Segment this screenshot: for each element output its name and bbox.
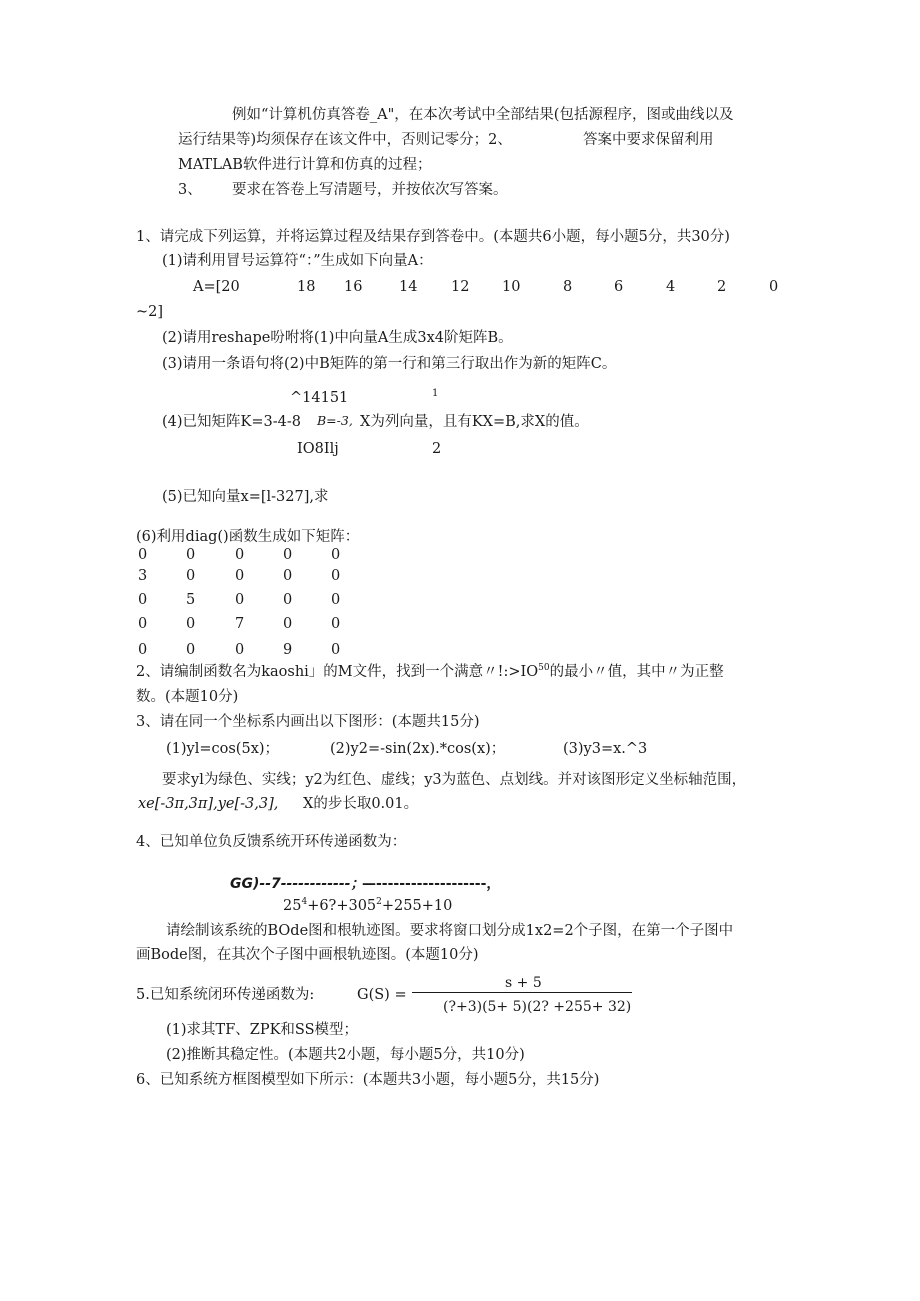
q1-part-5: (5)已知向量x=[l-327],求 bbox=[162, 489, 329, 505]
matrix-cell: 0 bbox=[186, 547, 196, 563]
matrix-cell: 0 bbox=[138, 616, 148, 632]
vector-value: 12 bbox=[451, 279, 470, 295]
matrix-cell: 0 bbox=[283, 547, 293, 563]
matrix-cell: 0 bbox=[138, 642, 148, 658]
vector-value: 10 bbox=[502, 279, 521, 295]
intro-line-2a: 运行结果等)均须保存在该文件中，否则记零分；2、 bbox=[178, 132, 512, 148]
q2-line-1 bbox=[136, 665, 724, 680]
matrix-cell: 0 bbox=[138, 592, 148, 608]
matrix-k-top-row: ^14151 bbox=[290, 390, 349, 406]
q4-description-1: 请绘制该系统的BOde图和根轨迹图。要求将窗口划分成1x2=2个子图，在第一个子图中 bbox=[166, 923, 734, 939]
q5-part-2: (2)推断其稳定性。(本题共2小题，每小题5分，共10分) bbox=[166, 1047, 525, 1063]
matrix-cell: 7 bbox=[235, 616, 245, 632]
q3-function-3: (3)y3=x.^3 bbox=[563, 741, 648, 757]
matrix-cell: 0 bbox=[283, 616, 293, 632]
q5-part-1: (1)求其TF、ZPK和SS模型； bbox=[166, 1022, 359, 1038]
q4-transfer-function-line: —-------------------， bbox=[362, 876, 501, 892]
q5-gs: G(S) = bbox=[357, 987, 407, 1003]
matrix-cell: 0 bbox=[186, 616, 196, 632]
matrix-cell: 5 bbox=[186, 592, 196, 608]
matrix-cell: 0 bbox=[186, 568, 196, 584]
matrix-cell: 0 bbox=[235, 547, 245, 563]
matrix-cell: 0 bbox=[331, 616, 341, 632]
q3-axis-range: xe[-3π,3π],ye[-3,3], bbox=[138, 796, 279, 812]
matrix-cell: 0 bbox=[235, 642, 245, 658]
matrix-cell: 0 bbox=[283, 592, 293, 608]
q1-title: 1、请完成下列运算，并将运算过程及结果存到答卷中。(本题共6小题，每小题5分，共30分) bbox=[136, 229, 730, 245]
matrix-cell: 0 bbox=[235, 592, 245, 608]
vector-value: 0 bbox=[769, 279, 779, 295]
q3-requirements: 要求yl为绿色、实线；y2为红色、虚线；y3为蓝色、点划线。并对该图形定义坐标轴范围， bbox=[162, 772, 747, 788]
q1-part-4b: B=-3, bbox=[317, 413, 353, 428]
intro-line-4-text: 要求在答卷上写清题号，并按依次写答案。 bbox=[232, 182, 508, 198]
q4-den-part-a: 25 bbox=[283, 898, 302, 914]
vector-value: 14 bbox=[399, 279, 418, 295]
vector-tail: ~2] bbox=[136, 304, 164, 320]
q1-part-2: (2)请用reshape吩咐将(1)中向量A生成3x4阶矩阵B。 bbox=[162, 330, 513, 346]
matrix-cell: 3 bbox=[138, 568, 148, 584]
q1-part-3: (3)请用一条语句将(2)中B矩阵的第一行和第三行取出作为新的矩阵C。 bbox=[162, 356, 617, 372]
matrix-cell: 0 bbox=[186, 642, 196, 658]
matrix-cell: 0 bbox=[331, 547, 341, 563]
vector-value: 16 bbox=[344, 279, 363, 295]
q2-line-1-tail: 的最小〃值，其中〃为正整 bbox=[549, 664, 724, 680]
q4-den-part-b: +6?+305 bbox=[307, 898, 377, 914]
q1-part-4a: (4)已知矩阵K=3-4-8 bbox=[162, 414, 301, 430]
q1-part-6: (6)利用diag()函数生成如下矩阵： bbox=[136, 529, 360, 545]
q5-fraction-bar bbox=[412, 992, 632, 993]
q6-title: 6、已知系统方框图模型如下所示：(本题共3小题，每小题5分，共15分) bbox=[136, 1072, 600, 1088]
q5-denominator: (?+3)(5+ 5)(2? +255+ 32) bbox=[443, 999, 632, 1015]
q3-step: X的步长取0.01。 bbox=[303, 796, 419, 812]
matrix-cell: 0 bbox=[235, 568, 245, 584]
q4-transfer-function: GG)--7------------； bbox=[230, 876, 365, 892]
intro-line-4-num: 3、 bbox=[178, 182, 202, 198]
intro-line-3: MATLAB软件进行计算和仿真的过程； bbox=[178, 157, 432, 173]
q3-function-1: (1)yl=cos(5x)； bbox=[166, 741, 280, 757]
intro-line-1: 例如“计算机仿真答卷_A"，在本次考试中全部结果(包括源程序，图或曲线以及 bbox=[232, 107, 734, 123]
vector-value: 6 bbox=[614, 279, 624, 295]
matrix-cell: 0 bbox=[331, 592, 341, 608]
matrix-cell: 0 bbox=[331, 642, 341, 658]
q5-label: 5.已知系统闭环传递函数为: bbox=[136, 987, 315, 1003]
q3-function-2: (2)y2=-sin(2x).*cos(x)； bbox=[330, 741, 506, 757]
matrix-cell: 0 bbox=[283, 568, 293, 584]
matrix-b-top: 1 bbox=[432, 388, 439, 399]
vector-value: 18 bbox=[297, 279, 316, 295]
q3-title: 3、请在同一个坐标系内画出以下图形：(本题共15分) bbox=[136, 714, 480, 730]
q4-den-exp-2: 2 bbox=[376, 897, 382, 908]
matrix-cell: 0 bbox=[138, 547, 148, 563]
vector-label: A=[20 bbox=[193, 279, 240, 295]
matrix-cell: 9 bbox=[283, 642, 293, 658]
matrix-k-bottom-row: IO8Ilj bbox=[297, 441, 339, 457]
q4-denominator bbox=[283, 899, 452, 914]
q1-part-4c: X为列向量，且有KX=B,求X的值。 bbox=[360, 414, 589, 430]
q4-den-part-c: +255+10 bbox=[381, 898, 453, 914]
vector-value: 2 bbox=[717, 279, 727, 295]
q2-exponent: 50 bbox=[538, 663, 550, 674]
matrix-cell: 0 bbox=[331, 568, 341, 584]
vector-value: 4 bbox=[666, 279, 676, 295]
q4-den-exp-1: 4 bbox=[301, 897, 308, 908]
intro-line-2b: 答案中要求保留利用 bbox=[583, 132, 714, 148]
q4-title: 4、已知单位负反馈系统开环传递函数为： bbox=[136, 834, 407, 850]
q1-part-1: (1)请利用冒号运算符“：”生成如下向量A： bbox=[162, 253, 433, 269]
q5-numerator: s + 5 bbox=[505, 975, 542, 991]
q2-line-1-text: 2、请编制函数名为kaoshi」的M文件，找到一个满意〃!:>IO bbox=[136, 664, 539, 680]
vector-value: 8 bbox=[563, 279, 573, 295]
matrix-b-bottom: 2 bbox=[432, 441, 442, 457]
q2-line-2: 数。(本题10分) bbox=[136, 689, 239, 705]
q4-description-2: 画Bode图，在其次个子图中画根轨迹图。(本题10分) bbox=[136, 947, 479, 963]
